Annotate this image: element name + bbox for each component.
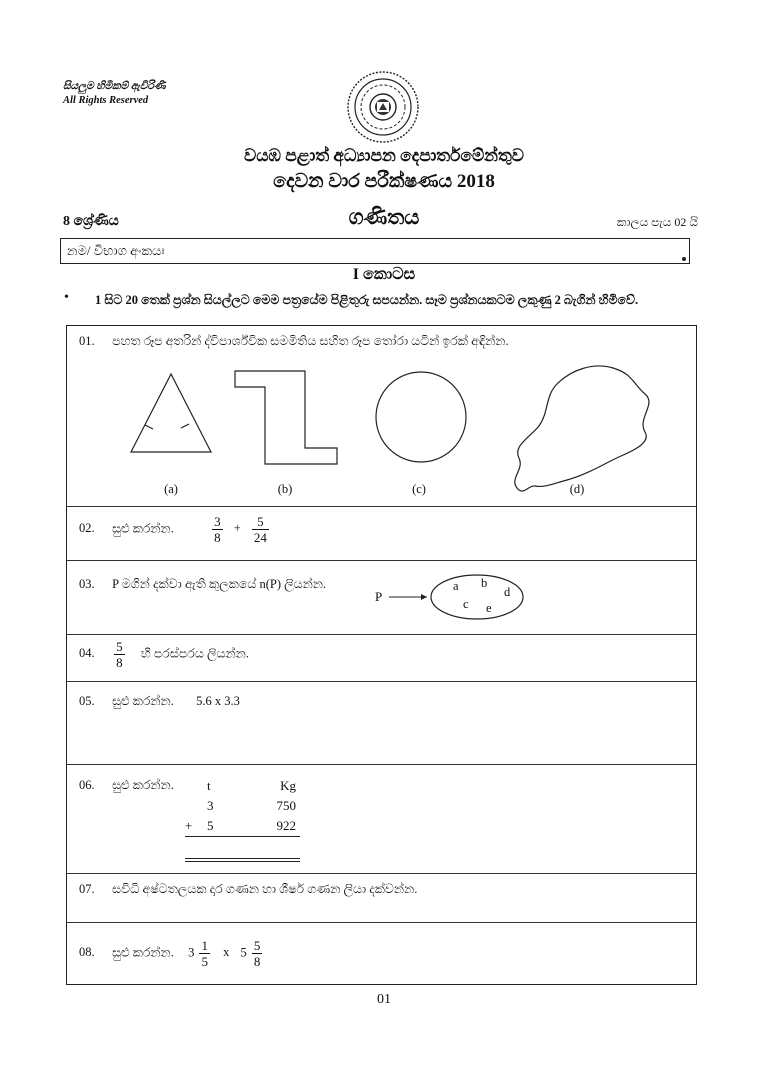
- column-header-kg: Kg: [280, 778, 296, 793]
- page-number: 01: [377, 992, 391, 1007]
- denominator: 24: [253, 530, 267, 545]
- question-04: [79, 639, 249, 670]
- numerator: 1: [201, 938, 208, 953]
- column-header-t: t: [207, 778, 211, 793]
- question-number: 07.: [79, 882, 95, 896]
- copyright-english: All Rights Reserved: [63, 95, 149, 106]
- question-number: 02.: [79, 521, 95, 536]
- divider: [67, 681, 696, 682]
- question-05: [79, 694, 240, 709]
- set-element: a: [453, 579, 459, 593]
- exam-title: දෙවන වාර පරීක්ෂණය 2018: [273, 171, 495, 192]
- question-03: [79, 577, 326, 592]
- question-text: හි පරස්පරය ලියන්න.: [140, 646, 249, 661]
- expression: 5.6 x 3.3: [196, 694, 240, 708]
- question-text: සුළු කරන්න.: [112, 778, 174, 792]
- divider: [67, 922, 696, 923]
- shape-label-d: (d): [569, 482, 585, 496]
- mixed-number-whole: 3: [188, 945, 195, 960]
- mixed-number-whole: 5: [240, 945, 247, 960]
- instruction-bullet: •: [64, 290, 69, 305]
- name-index-label: නම/ විභාග අංකයඃ: [67, 243, 165, 258]
- part-title: I කොටස: [352, 266, 416, 283]
- irregular-blob-shape: [515, 366, 649, 491]
- question-text: P මගින් දක්වා ඇති කුලකයේ n(P) ලියන්න.: [112, 577, 327, 591]
- denominator: 5: [201, 954, 208, 969]
- question-08: [79, 938, 264, 969]
- denominator: 8: [116, 655, 123, 670]
- question-text: සුළු කරන්න.: [112, 945, 174, 960]
- question-07: [79, 882, 417, 897]
- set-diagram: [367, 570, 537, 622]
- tick-mark-left: [145, 425, 153, 429]
- department-name: වයඹ පළාත් අධ්‍යාපන දෙපාර්තමේන්තුව: [243, 146, 525, 165]
- questions-frame: [66, 325, 697, 985]
- set-element: d: [504, 585, 511, 599]
- row2-t: 5: [207, 818, 214, 833]
- copyright-notice: [63, 80, 166, 108]
- fraction: [199, 938, 210, 969]
- time-allowed: කාලය පැය 02 යි: [616, 215, 698, 229]
- question-02: [79, 514, 271, 545]
- grade-label: 8 ශ්‍රේණිය: [63, 214, 119, 229]
- z-shape: [235, 371, 337, 464]
- tick-mark-right: [181, 424, 189, 428]
- row1-kg: 750: [276, 798, 296, 813]
- question-number: 06.: [79, 778, 95, 792]
- set-label: P: [375, 589, 383, 604]
- conversion-table: [179, 778, 304, 868]
- row1-t: 3: [207, 798, 214, 813]
- symmetry-shapes: [67, 362, 695, 502]
- divider: [67, 764, 696, 765]
- answer-line: [185, 858, 300, 859]
- divider: [67, 560, 696, 561]
- numerator: 5: [252, 514, 269, 530]
- question-number: 01.: [79, 334, 95, 348]
- set-element: c: [463, 597, 469, 611]
- divider: [67, 506, 696, 507]
- question-06: [79, 778, 174, 793]
- denominator: 8: [253, 954, 261, 969]
- set-element: b: [481, 576, 488, 590]
- shape-label-b: (b): [277, 482, 293, 496]
- row2-kg: 922: [276, 818, 296, 833]
- question-text: පහත රූප අතරින් ද්විපාර්ශ්වික සමමිතිය සහිත රූප තෝරා යටින් ඉරක් අඳින්න.: [112, 334, 509, 348]
- operator: +: [233, 521, 241, 536]
- shape-label-c: (c): [412, 482, 426, 496]
- fraction: [252, 938, 263, 969]
- numerator: 5: [116, 639, 123, 654]
- divider: [67, 873, 696, 874]
- question-01: [79, 334, 509, 349]
- isosceles-triangle-shape: [131, 374, 211, 452]
- divider: [67, 634, 696, 635]
- question-number: 05.: [79, 694, 95, 708]
- operator: x: [223, 945, 230, 960]
- question-text: සවිධි අෂ්ටතලයක දාර ගණන හා ශීර්ෂ ගණන ලියා දක්වන්න.: [112, 882, 418, 896]
- question-number: 08.: [79, 945, 95, 960]
- question-text: සුළු කරන්න.: [112, 521, 174, 536]
- answer-line: [185, 861, 300, 862]
- question-number: 04.: [79, 646, 95, 661]
- denominator: 8: [214, 530, 221, 545]
- shape-label-a: (a): [164, 482, 178, 496]
- instruction-text: 1 සිට 20 තෙක් ප්‍රශ්න සියල්ලට මෙම පත්‍රයේම පිළිතුරු සපයන්න. සෑම ප්‍රශ්නයකටම ලකුණු 2 බැගින් හිමිවේ.: [95, 293, 639, 307]
- circle-shape: [376, 372, 466, 462]
- numerator: 3: [214, 514, 221, 529]
- question-number: 03.: [79, 577, 95, 591]
- copyright-sinhala: සියලුම හිමිකම් ඇවිරිණි: [63, 81, 166, 92]
- set-element: e: [486, 601, 492, 615]
- fraction: [114, 639, 125, 670]
- sum-line: [185, 836, 300, 837]
- name-index-field[interactable]: [60, 238, 690, 264]
- fraction: [212, 514, 223, 545]
- emblem-icon: [337, 68, 429, 146]
- numerator: 5: [253, 938, 261, 953]
- corner-dot: [682, 257, 686, 261]
- fraction: [252, 514, 269, 545]
- subject-title: ගණිතය: [348, 205, 420, 229]
- operator: +: [185, 818, 193, 833]
- question-text: සුළු කරන්න.: [112, 694, 174, 708]
